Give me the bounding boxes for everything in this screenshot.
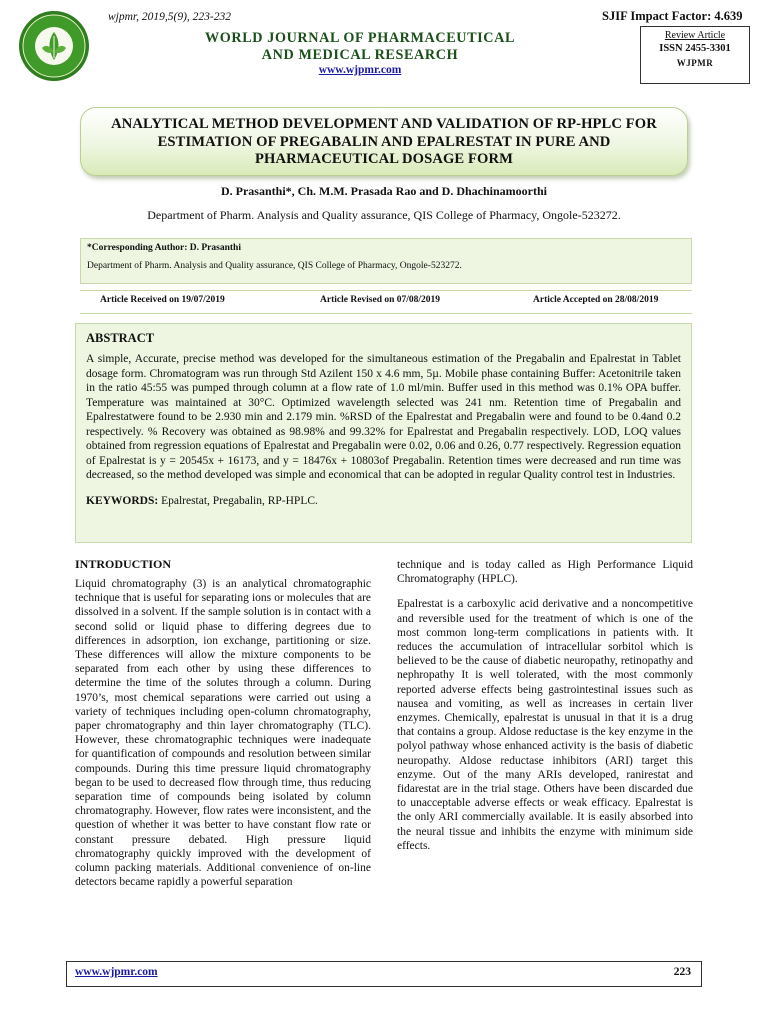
corresponding-address: Department of Pharm. Analysis and Quality assurance, QIS College of Pharmacy, Ongole-523272. (87, 261, 462, 271)
title-line1: ANALYTICAL METHOD DEVELOPMENT AND VALIDATION OF RP-HPLC FOR (111, 116, 657, 132)
date-accepted: Article Accepted on 28/08/2019 (533, 295, 659, 305)
date-revised: Article Revised on 07/08/2019 (320, 295, 441, 305)
journal-name-line1: WORLD JOURNAL OF PHARMACEUTICAL (204, 30, 516, 46)
review-article-box (640, 26, 750, 84)
article-dates (80, 290, 692, 314)
epalrestat-paragraph: Epalrestat is a carboxylic acid derivative and a noncompetitive and reversible used for the treatment of which is one of the most common long-term complications in patients with. It reduces the accumulation of intracellular sorbitol which is believed to be the cause of diabetic neuropathy, retinopathy and nephropathy It is well tolerated, with the most commonly reported adverse effects being gastrointestinal issues such as nausea and vomiting, as well as increases in certain liver enzymes. Chemically, epalrestat is unusual in that it is a drug that contains a group. Aldose reductase is the key enzyme in the polyol pathway whose enhanced activity is the basis of diabetic neuropathy. Aldose reductase inhibitors (ARI) target this enzyme. Out of the many ARIs developed, ranirestat and fidarestat are in the trial stage. Others have been discarded due to unacceptable adverse effects or weak efficacy. Epalrestat is the only ARI commercially available. It is easily absorbed into the neural tissue and inhibits the enzyme with minimum side effects. (397, 598, 693, 852)
corresponding-author-box (80, 238, 692, 284)
keywords-list: Epalrestat, Pregabalin, RP-HPLC. (158, 494, 318, 507)
page-number: 223 (673, 966, 691, 978)
column-right (397, 558, 693, 864)
keywords (86, 495, 681, 507)
journal-name (150, 30, 570, 64)
journal-url-link[interactable]: www.wjpmr.com (318, 64, 402, 76)
hplc-paragraph: technique and is today called as High Performance Liquid Chromatography (HPLC). (397, 559, 693, 586)
impact-factor: SJIF Impact Factor: 4.639 (602, 9, 743, 23)
article-title (80, 107, 688, 176)
authors: D. Prasanthi*, Ch. M.M. Prasada Rao and D. Dhachinamoorthi (220, 184, 547, 198)
page-footer (66, 961, 702, 987)
corresponding-author: *Corresponding Author: D. Prasanthi (87, 243, 241, 253)
title-line2: ESTIMATION OF PREGABALIN AND EPALRESTAT IN PURE AND (157, 133, 611, 150)
date-received: Article Received on 19/07/2019 (100, 295, 225, 305)
journal-name-line2: AND MEDICAL RESEARCH (261, 47, 459, 63)
column-left (75, 577, 371, 889)
introduction-heading: INTRODUCTION (75, 557, 172, 571)
abstract-text: A simple, Accurate, precise method was developed for the simultaneous estimation of the Pregabalin and Epalrestat in Tablet dosage form. Chromatogram was run through Std Azilent 150 x 4.6 mm, 5µ. Mobile phase containing Buffer: Acetonitrile taken in the ratio 45:55 was pumped through column at a flow rate of 1.0 ml/min. Buffer used in this method was 0.1% OPA buffer. Temperature was maintained at 30°C. Optimized wavelength selected was 241 nm. Retention time of Pregabalin and Epalrestatwere found to be 2.930 min and 2.179 min. %RSD of the Epalrestat and Pregabalin were and found to be 0.4and 0.2 respectively. % Recovery was obtained as 98.98% and 99.32% for Epalrestat and Pregabalin respectively. LOD, LOQ values obtained from regression equations of Epalrestat and Pregabalin were 0.02, 0.06 and 0.26, 0.77 respectively. Regression equation of Epalrestat is y = 20545x + 16173, and y = 18476x + 10803of Pregabalin. Retention times were decreased and run time was decreased, so the method developed was simple and economical that can be adopted in regular Quality control test in Industries. (86, 353, 681, 481)
title-line3: PHARMACEUTICAL DOSAGE FORM (255, 151, 513, 167)
article-type: Review Article (664, 30, 726, 41)
footer-url-link[interactable]: www.wjpmr.com (75, 966, 158, 978)
citation: wjpmr, 2019,5(9), 223-232 (108, 11, 231, 23)
journal-logo (18, 10, 90, 82)
issn: ISSN 2455-3301 (659, 43, 731, 54)
abstract-box (75, 323, 692, 543)
journal-abbr: WJPMR (676, 58, 714, 68)
abstract-heading: ABSTRACT (86, 331, 155, 345)
affiliation: Department of Pharm. Analysis and Quality assurance, QIS College of Pharmacy, Ongole-523272. (147, 208, 621, 222)
keywords-label: KEYWORDS: (86, 494, 159, 507)
intro-paragraph: Liquid chromatography (3) is an analytical chromatographic technique that is useful for separating ions or molecules that are dissolved in a solvent. If the sample solution is in contact with a second solid or liquid phase to differing degrees due to differences in adsorption, ion exchange, partitioning or size. These differences will allow the mixture components to be separated from each other by using these differences to determine the time of the solutes through a column. During 1970’s, most chemical separations were carried out using a variety of techniques including open-column chromatography, paper chromatography and thin layer chromatography (TLC). However, these chromatographic techniques were inadequate for quantification of compounds and resolution between similar compounds. During this time pressure liquid chromatography began to be used to decreased flow through time, thus reducing separation time of compounds being isolated by column chromatography. However, flow rates were inconsistent, and the question of whether it was better to have constant flow rate or constant pressure debated. High pressure liquid chromatography quickly improved with the development of column packing materials. Additional convenience of on-line detectors became rapidly a powerful separation (75, 578, 371, 889)
